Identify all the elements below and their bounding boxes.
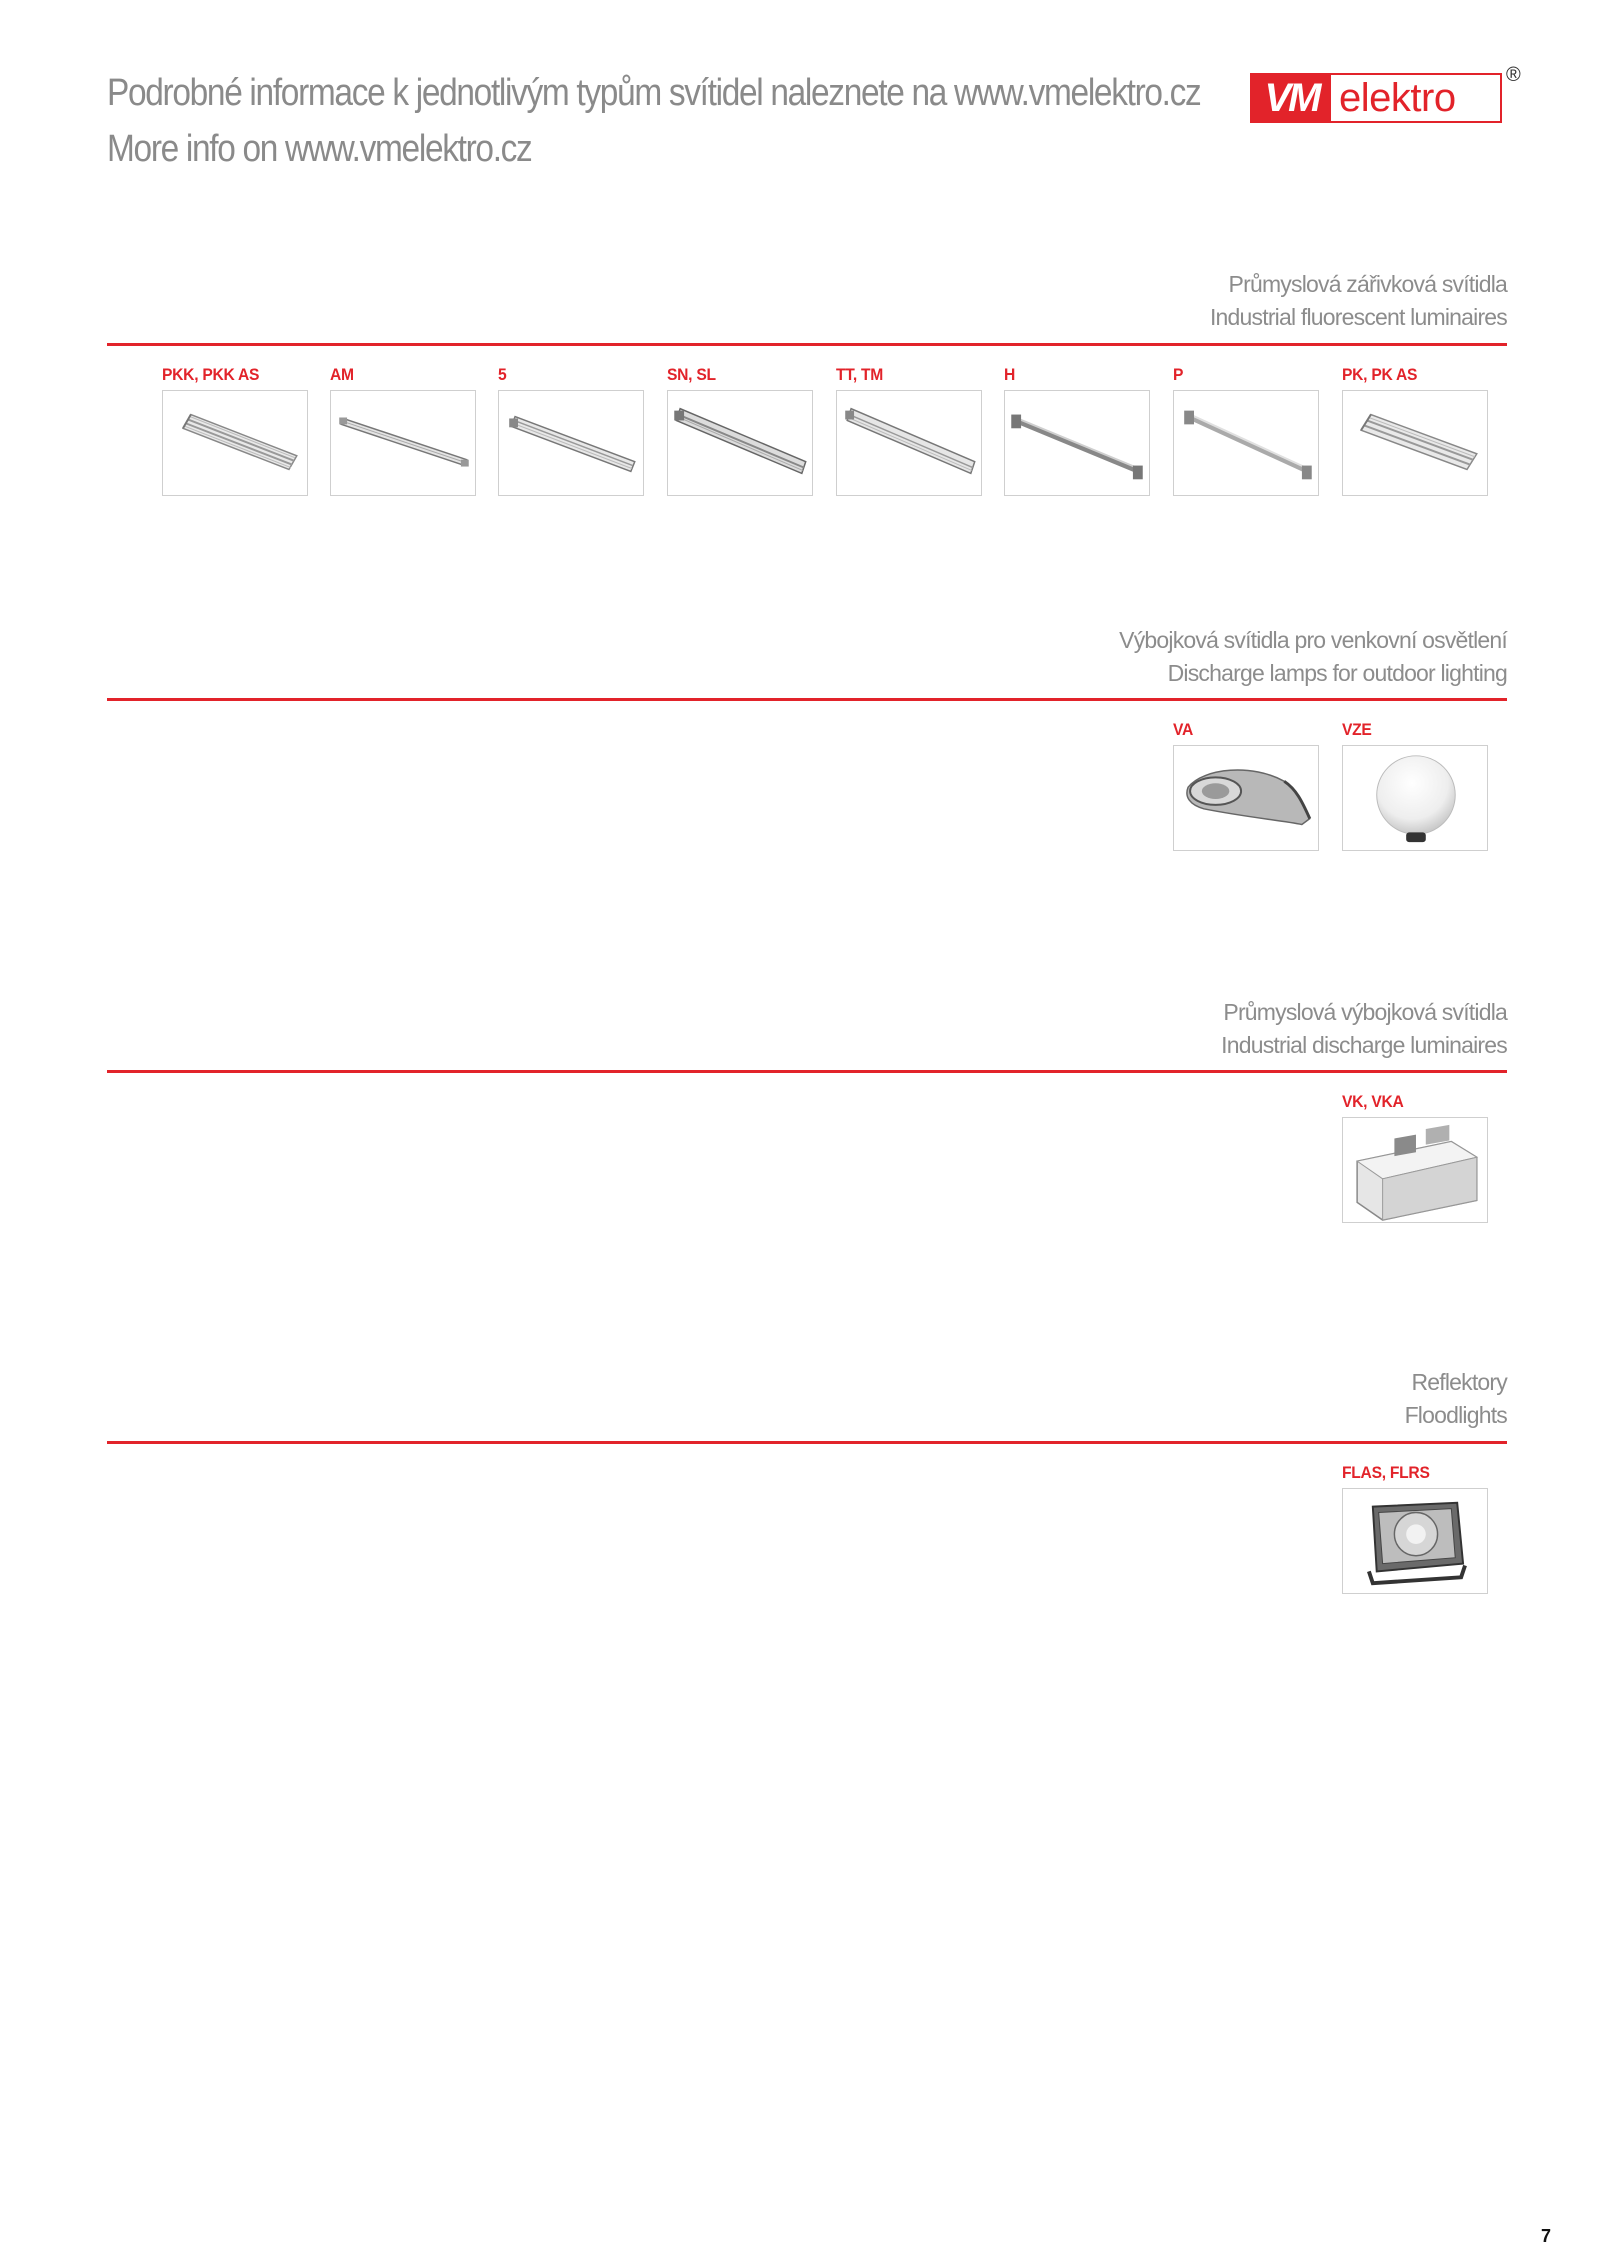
product-label[interactable]: PKK, PKK AS <box>162 365 260 384</box>
product-label[interactable]: SN, SL <box>667 365 716 384</box>
product-thumbnail[interactable] <box>330 390 476 496</box>
louvre-fixture-icon <box>1343 391 1487 495</box>
section-title-cz: Výbojková svítidla pro venkovní osvětlení <box>1119 627 1507 653</box>
header-line-czech: Podrobné informace k jednotlivým typům svítidel naleznete na www.vmelektro.cz <box>107 72 1201 114</box>
section-title-en: Floodlights <box>1404 1402 1507 1428</box>
product-label[interactable]: PK, PK AS <box>1342 365 1418 384</box>
discharge-box-icon <box>1343 1118 1487 1222</box>
product-thumbnail[interactable] <box>1342 1488 1488 1594</box>
product-label[interactable]: 5 <box>498 365 507 384</box>
product-thumbnail[interactable] <box>1342 745 1488 851</box>
section-divider <box>107 698 1507 701</box>
sealed-fluorescent-icon <box>668 391 812 495</box>
product-thumbnail[interactable] <box>1173 390 1319 496</box>
louvre-fixture-icon <box>163 391 307 495</box>
sealed-fluorescent-icon <box>499 391 643 495</box>
product-thumbnail[interactable] <box>1004 390 1150 496</box>
product-label[interactable]: H <box>1004 365 1016 384</box>
product-thumbnail[interactable] <box>1173 745 1319 851</box>
section-divider <box>107 343 1507 346</box>
product-label[interactable]: AM <box>330 365 354 384</box>
section-title-en: Industrial fluorescent luminaires <box>1209 304 1507 330</box>
product-label[interactable]: VZE <box>1342 720 1372 739</box>
sealed-fluorescent-icon <box>331 391 475 495</box>
section-title-cz: Průmyslová zářivková svítidla <box>1228 271 1507 297</box>
section-title-fluorescent <box>1210 268 1507 334</box>
product-label[interactable]: FLAS, FLRS <box>1342 1463 1430 1482</box>
product-label[interactable]: VK, VKA <box>1342 1092 1404 1111</box>
section-title-cz: Reflektory <box>1411 1369 1507 1395</box>
vmelektro-logo <box>1250 73 1502 123</box>
registered-mark: ® <box>1506 64 1521 86</box>
globe-lamp-icon <box>1343 746 1487 850</box>
section-title-floodlights <box>1405 1366 1507 1432</box>
section-title-en: Discharge lamps for outdoor lighting <box>1167 660 1507 686</box>
page-number: 7 <box>1541 2226 1552 2246</box>
product-thumbnail[interactable] <box>667 390 813 496</box>
batten-fixture-icon <box>1174 391 1318 495</box>
product-thumbnail[interactable] <box>1342 1117 1488 1223</box>
section-divider <box>107 1441 1507 1444</box>
product-label[interactable]: TT, TM <box>836 365 883 384</box>
product-thumbnail[interactable] <box>498 390 644 496</box>
product-thumbnail[interactable] <box>836 390 982 496</box>
batten-fixture-icon <box>1005 391 1149 495</box>
product-thumbnail[interactable] <box>1342 390 1488 496</box>
floodlight-icon <box>1343 1489 1487 1593</box>
header-line-english: More info on www.vmelektro.cz <box>107 128 532 170</box>
section-divider <box>107 1070 1507 1073</box>
street-lamp-icon <box>1174 746 1318 850</box>
product-label[interactable]: P <box>1173 365 1184 384</box>
section-title-industrial-discharge <box>1221 996 1507 1062</box>
section-title-cz: Průmyslová výbojková svítidla <box>1223 999 1507 1025</box>
logo-text: elektro <box>1339 76 1456 120</box>
section-title-outdoor <box>1119 624 1507 690</box>
sealed-fluorescent-icon <box>837 391 981 495</box>
product-thumbnail[interactable] <box>162 390 308 496</box>
section-title-en: Industrial discharge luminaires <box>1221 1032 1507 1058</box>
logo-mark: VM <box>1252 75 1331 121</box>
product-label[interactable]: VA <box>1173 720 1194 739</box>
